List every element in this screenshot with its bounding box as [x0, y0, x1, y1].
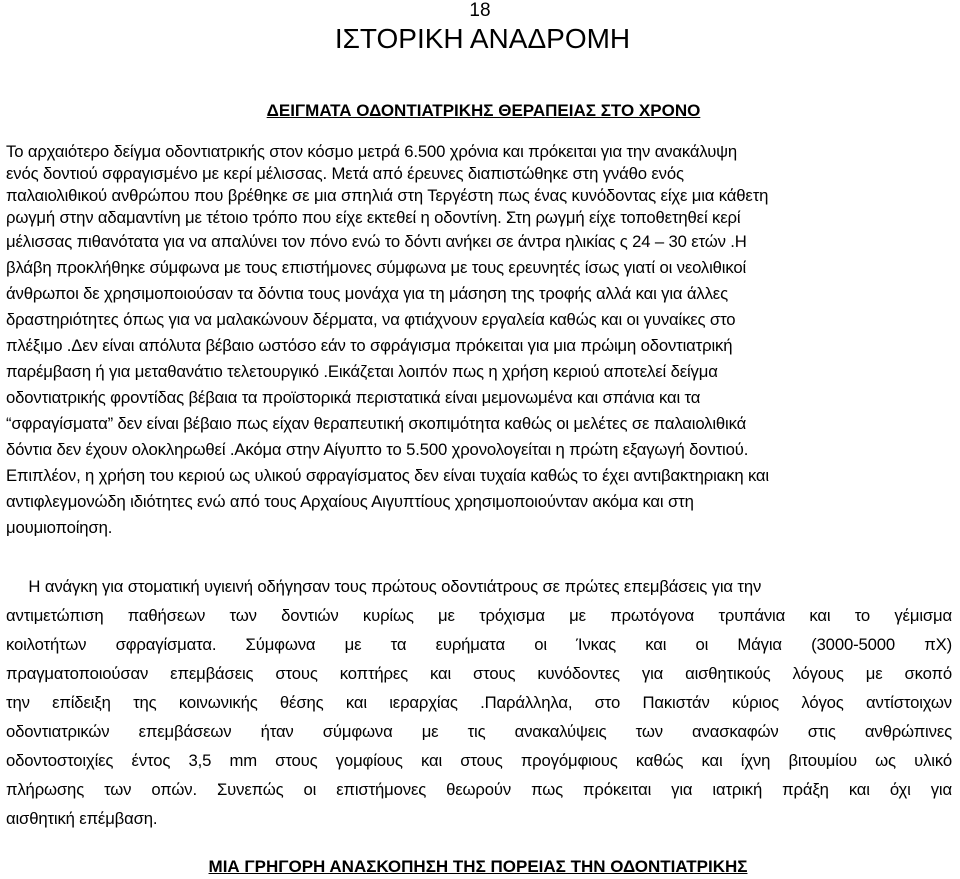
- text-line: Η ανάγκη για στοματική υγιεινή οδήγησαν τους πρώτους οδοντιάτρους σε πρώτες επεμβάσεις για την: [6, 577, 762, 596]
- text-line: παλαιολιθικού ανθρώπου που βρέθηκε σε μια σπηλιά στη Τεργέστη πως ένας κυνόδοντας είχε μια κάθετη: [6, 186, 769, 205]
- paragraph-history-intro: [6, 141, 769, 541]
- text-line: οδοντοστοιχίες έντος 3,5 mm στους γομφίους και στους προγόμφιους καθώς και ίχνη βιτουμίου ως υλικό: [6, 751, 952, 770]
- page-title: ΙΣΤΟΡΙΚΗ ΑΝΑΔΡΟΜΗ: [334, 23, 631, 54]
- bottom-section-heading: ΜΙΑ ΓΡΗΓΟΡΗ ΑΝΑΣΚΟΠΗΣΗ ΤΗΣ ΠΟΡΕΙΑΣ ΤΗΝ ΟΔΟΝΤΙΑΤΡΙΚΗΣ: [208, 857, 748, 876]
- text-line: πλήρωσης των οπών. Συνεπώς οι επιστήμονες θεωρούν πως πρόκειται για ιατρική πράξη και όχι για: [6, 780, 952, 799]
- section-heading: ΔΕΙΓΜΑΤΑ ΟΔΟΝΤΙΑΤΡΙΚΗΣ ΘΕΡΑΠΕΙΑΣ ΣΤΟ ΧΡΟΝΟ: [266, 101, 701, 120]
- text-line: οδοντιατρικής φροντίδας βέβαια τα προϊστορικά περιστατικά είναι μεμονωμένα και σπάνια και τα: [6, 388, 701, 407]
- page-number: 18: [469, 0, 491, 21]
- text-line: δραστηριότητες όπως για να μαλακώνουν δέρματα, να φτιάχνουν εργαλεία καθώς και οι γυναίκες στο: [6, 310, 736, 329]
- text-line: ρωγμή στην αδαμαντίνη με τέτοιο τρόπο που είχε εκτεθεί η οδοντίνη. Στη ρωγμή είχε τοποθετηθεί κερί: [6, 208, 741, 227]
- paragraph-oral-hygiene: [6, 572, 952, 833]
- text-line: άνθρωποι δε χρησιμοποιούσαν τα δόντια τους μονάχα για τη μάσηση της τροφής αλλά και για άλλες: [6, 284, 728, 303]
- text-line: μέλισσας πιθανότατα για να απαλύνει τον πόνο ενώ το δόντι ανήκει σε άντρα ηλικίας ς 24 – 30 ετών .Η: [6, 232, 747, 251]
- text-line: αντιμετώπιση παθήσεων των δοντιών κυρίως με τρόχισμα με πρωτόγονα τρυπάνια και το γέμισμα: [6, 606, 952, 625]
- text-line: βλάβη προκλήθηκε σύμφωνα με τους επιστήμονες σύμφωνα με τους ερευνητές ίσως γιατί οι νεολιθικοί: [6, 258, 747, 277]
- text-line: κοιλοτήτων σφραγίσματα. Σύμφωνα με τα ευρήματα οι Ίνκας και οι Μάγια (3000-5000 πΧ): [6, 635, 952, 654]
- text-line: Το αρχαιότερο δείγμα οδοντιατρικής στον κόσμο μετρά 6.500 χρόνια και πρόκειται για την ανακάλυψη: [6, 142, 738, 161]
- text-line: αντιφλεγμονώδη ιδιότητες ενώ από τους Αρχαίους Αιγυπτίους χρησιμοποιούνταν ακόμα και στη: [6, 492, 694, 511]
- text-line: δόντια δεν έχουν ολοκληρωθεί .Ακόμα στην Αίγυπτο το 5.500 χρονολογείται η πρώτη εξαγωγή δοντιού.: [6, 440, 749, 459]
- text-line: αισθητική επέμβαση.: [6, 809, 158, 828]
- text-line: πραγματοποιούσαν επεμβάσεις στους κοπτήρες και στους κυνόδοντες για αισθητικούς λόγους με σκοπό: [6, 664, 952, 683]
- text-line: παρέμβαση ή για μεταθανάτιο τελετουργικό .Εικάζεται λοιπόν πως η χρήση κεριού αποτελεί δείγμα: [6, 362, 718, 381]
- text-line: την επίδειξη της κοινωνικής θέσης και ιεραρχίας .Παράλληλα, στο Πακιστάν κύριος λόγος αντίστοιχων: [6, 693, 952, 712]
- text-line: μουμιοποίηση.: [6, 518, 113, 537]
- text-line: οδοντιατρικών επεμβάσεων ήταν σύμφωνα με τις ανακαλύψεις των ανασκαφών στις ανθρώπινες: [6, 722, 952, 741]
- text-line: “σφραγίσματα” δεν είναι βέβαιο πως είχαν θεραπευτική σκοπιμότητα καθώς οι μελέτες σε παλαιολιθικά: [6, 414, 747, 433]
- text-line: πλέξιμο .Δεν είναι απόλυτα βέβαιο ωστόσο εάν το σφράγισμα πρόκειται για μια πρώιμη οδοντιατρική: [6, 336, 733, 355]
- text-line: ενός δοντιού σφραγισμένο με κερί μέλισσας. Μετά από έρευνες διαπιστώθηκε στη γνάθο ενός: [6, 164, 684, 183]
- text-line: Επιπλέον, η χρήση του κεριού ως υλικού σφραγίσματος δεν είναι τυχαία καθώς το έχει αντιβακτηριακη και: [6, 466, 769, 485]
